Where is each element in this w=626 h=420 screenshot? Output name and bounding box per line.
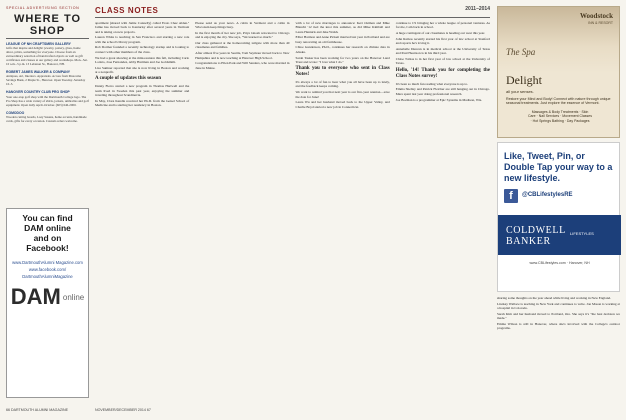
section-heading: Hello, '14! Thank you for completing the Class Notes survey!: [395, 67, 490, 79]
paragraph: Danny Fierro started a new program in Thomas Hartwell and the team lived in Sweden this past year, enjoying the summer and traveling throughout Scandinavia.: [95, 84, 190, 97]
paragraph: Lindsay Wallace is teaching in New York and continues to write. Jon Mason is working at a hospital in Colorado.: [497, 301, 620, 311]
promo-line-1: You can find: [22, 213, 73, 223]
paragraph: continue to CS bringing her a whole league of personal ventures. As for me, I am back in school.: [395, 21, 490, 30]
paragraph: Rob Dormer founded a recently technology startup and is looking to connect with other members of the class.: [95, 45, 190, 54]
facebook-icon[interactable]: f: [504, 189, 518, 203]
paragraph: apartment (shared with Jamie Connelly) called Erato Chez Alden." Jamie has moved back to Kentucky after several years in Vermont and is taking on new projects.: [95, 21, 190, 34]
dam-logo-online: online: [62, 292, 85, 302]
section-kicker: SPECIAL ADVERTISING SECTION: [6, 6, 80, 10]
divider: [95, 17, 490, 18]
listing-heading: LEAGUE OF NH CRAFTSMEN GALLERY: [6, 42, 71, 46]
paragraph: sharing some thoughts on the year ahead while living and working in New England.: [497, 296, 611, 300]
paragraph: Joe Bozman is a programmer at Epic Systems in Madison, Wis.: [395, 97, 482, 102]
paragraph: Elliot Harmon and Anne Pickett married last year in Portland and are busy renovating an old farmhouse.: [295, 35, 390, 44]
spa-subheadline: all your senses.: [506, 89, 534, 94]
spa-services: Massages & Body Treatments · Skin Care · Nail Services · Movement Classes · Hot Springs Bathing · Day Packages: [528, 110, 592, 123]
brand-office: LIFESTYLES: [570, 231, 594, 236]
text-column-2: [195, 21, 289, 110]
listing-heading: ROBERT JAMES WALKER & COMPANY: [6, 70, 70, 75]
brand-name-line-1: COLDWELL: [506, 225, 566, 236]
paragraph: A huge contingent of our classmates is heading out west this year.: [395, 31, 486, 36]
paragraph: Emma Shelley and Patrick Fletcher are still hanging out in Chicago. Mara spent last year doing professional research.: [395, 87, 490, 96]
dam-logo: [12, 286, 83, 308]
ad-column: [497, 6, 620, 408]
promo-line-3: and on Facebook!: [26, 233, 69, 253]
page-footer-left: 66 DARTMOUTH ALUMNI MAGAZINE: [6, 408, 69, 412]
paragraph: We had a great showing at the mini-reunion this fall, including Carlo Lodato, Jose Fernandez, Abby Hartman and Joe Goldsmith.: [95, 55, 190, 64]
text-columns: [95, 21, 490, 110]
spa-advertisement[interactable]: [497, 6, 620, 138]
listing-heading: HANOVER COUNTRY CLUB PRO SHOP: [6, 90, 70, 95]
text-column-4: [396, 21, 490, 110]
listing-heading: COMODOO: [6, 110, 25, 115]
paragraph: It's been so much fun reading what everyone is up to.: [395, 81, 469, 86]
paragraph: Laura Wu and her husband moved back to the Upper Valley, and Charlie Boyd started a new job in Connecticut.: [295, 100, 390, 109]
divider: [6, 38, 89, 39]
dam-logo-text: DAM: [10, 284, 61, 309]
website-link[interactable]: www.DartmouthAlumni Magazine.com: [12, 260, 83, 265]
shop-listing: [6, 90, 89, 106]
paragraph: Congratulations to Ellen Park and Will Sanders, who were married in June in Maine.: [195, 61, 290, 70]
listing-body: Wooden cutting boards, Lazy Susans, home accents, handmade cards, gifts for every occasion. Custom orders welcome.: [6, 114, 87, 123]
paragraph: Chloe Gunderson, Ph.D., continues her research on climate data in Alaska.: [295, 45, 390, 54]
paragraph: In May, Clara Kendle received her Ph.D. from the Geisel School of Medicine and is starting her residency in Boston.: [95, 98, 190, 107]
social-handle[interactable]: @CBLifestylesRE: [522, 192, 573, 198]
section-heading: Thank you to everyone who sent in Class Notes!: [295, 66, 390, 78]
spa-body: Restore your Mind and Body! Connect with nature through unique seasonal treatments. Just explore the essence of Vermont.: [506, 97, 611, 106]
paragraph: It's always a lot of fun to hear what you all have been up to lately, and the feedback keeps coming.: [295, 80, 390, 89]
continued-notes: [497, 296, 620, 404]
paragraph: Lisa Sumner reported that she is now living in Boston and working at a nonprofit.: [95, 65, 190, 74]
listing-body: Gifts that inspire and delight: jewelry, pottery, glass, home décor, prints, something for everyone. Choose from an extraordinary selection of handcrafted objects as well as gift certificates and classes at our gallery and workshops. Mon.–Sat. 10 a.m.–5 p.m. 13 Lebanon St., Hanover, NH.: [6, 46, 88, 67]
paragraph: with a lot of new marriages to announce: Keri Ostman and Mike Blanchi '12 tied the knot this summer, as did Mike Kimball and Laura Hennick and Jake Walsh.: [295, 21, 390, 34]
class-year-range: 2011–2014: [465, 6, 490, 12]
paragraph: Emma Wilson is still in Hanover, where she's involved with the College's outdoor programs.: [497, 321, 620, 331]
paragraph: We want to remind you that next year is our five-year reunion—save the date for June!: [295, 90, 390, 99]
paragraph: John Ramos recently started his first year of law school at Stanford and reports he's loving it.: [395, 36, 490, 46]
paragraph: Sarah Kim and her husband moved to Portland, Ore. She says it's "the best decision we made.": [497, 311, 620, 321]
facebook-link[interactable]: www.facebook.com/ DartmouthAlumniMagazine: [22, 267, 73, 279]
text-column-3: [296, 21, 390, 110]
section-heading: A couple of updates this season: [95, 76, 161, 82]
shop-listing: [6, 42, 89, 66]
spa-headline: Delight: [506, 73, 542, 87]
paragraph: Please send us your news. A cabin in Vermont and a cabin in Wisconsin keep things busy.: [195, 21, 290, 30]
spa-brand: Woodstock: [579, 12, 613, 20]
shop-listing: [6, 70, 89, 86]
paragraph: Annabelle Duncan is in medical school at the University of Texas and Paul Heartson is in his third year.: [395, 46, 490, 56]
paragraph: In the first month of her new job, Priya Ghosh relocated to Chicago and is enjoying the city. She says, "We learned so much.": [195, 31, 290, 40]
paragraph: Lauren White is teaching in San Francisco and starting a new role with the school's library program.: [95, 35, 190, 44]
shop-listing: [6, 111, 89, 123]
page-footer-right: NOVEMBER/DECEMBER 2014 67: [95, 408, 151, 412]
paragraph: Our class gathered at the homecoming tailgate with more than 40 classmates and families.: [195, 41, 290, 50]
coldwell-banker-advertisement[interactable]: [497, 142, 620, 292]
ad-headline: Like, Tweet, Pin, or Double Tap your way to a new lifestyle.: [504, 151, 613, 183]
paragraph: Chloe Tobias is in her first year of law school at the University of Texas.: [395, 57, 490, 66]
listing-body: Your one-stop golf shop with the Dartmouth College logo. The Pro Shop has a wide variety of shirts, jackets, umbrellas and golf equipment. Open daily April–October. (603) 646-2000.: [6, 94, 89, 107]
class-notes-main: [95, 6, 490, 408]
spa-brand-sub: INN & RESORT: [588, 21, 613, 25]
text-column-1: [95, 21, 189, 110]
where-to-shop-title: WHERE TO SHOP: [13, 13, 82, 37]
paragraph: After almost five years in Seattle, Tom Seymour moved back to New Hampshire and is now teaching at Hanover High School.: [195, 51, 290, 60]
spa-title: The Spa: [506, 47, 536, 57]
paragraph: Sarah Tasker has been working for two years on the Hanover Land Trust and wrote: "I love what I do.": [295, 55, 390, 64]
brand-name-line-2: BANKER: [506, 236, 551, 247]
class-notes-heading: CLASS NOTES: [95, 6, 159, 15]
listing-body: Antiques, Art, Interiors. Appraisals. Across from Mascoma Savings Bank, 2 Maple St., Hanover. Open Tuesday–Saturday 10–5.: [6, 74, 86, 87]
ad-website[interactable]: www.CBLifestyles.com · Hanover, NH: [529, 261, 590, 265]
promo-line-2: DAM online: [24, 223, 71, 233]
dam-online-promo[interactable]: [6, 208, 89, 398]
